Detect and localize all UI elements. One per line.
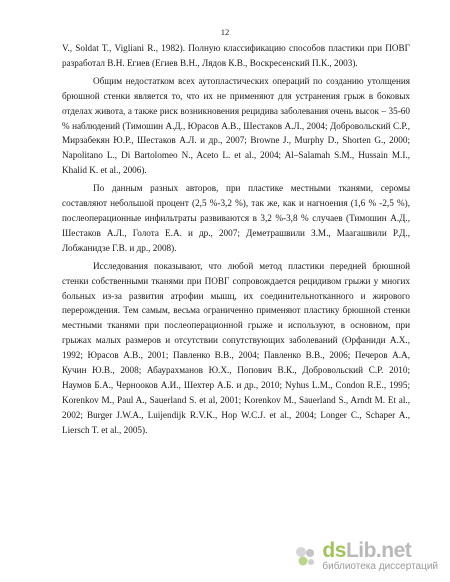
paragraph-1: V., Soldat T., Vigliani R., 1982). Полную классификацию способов пластики при ПОВГ разработал В.Н. Егиев (Егиев В.Н., Лядов К.В., Воскресенский П.К., 2003). — [62, 43, 410, 68]
paragraph-3: По данным разных авторов, при пластике местными тканями, серомы составляют небольшой процент (2,5 %-3,2 %), так же, как и нагноения (1,6 % -2,5 %), послеоперационные инфильтраты развиваются в 3,2 %-3,8 % случаев (Тимошин А.Д., Шестаков А.Л., Голота Е.А. и др., 2007; Деметрашвили З.М., Маагашвили Р.Д., Лобжанидзе Г.В. и др., 2008). — [62, 183, 410, 253]
page-number: 12 — [220, 27, 230, 37]
dslib-watermark — [292, 540, 438, 572]
paragraph-2: Общим недостатком всех аутопластических операций по созданию утолщения брюшной стенки является то, что их не применяют для устранения грыж в боковых отделах живота, а также риск возникновения рецидива заболевания очень высок – 35-60 % наблюдений (Тимошин А.Д., Юрасов А.В., Шестаков А.Л., 2004; Добровольский С.Р., Мирзабекян Ю.Р., Шестаков А.Л. и др., 2007; Browne J., Murphy D., Shorten G., 2000; Napolitano L., Di Bartolomeo N., Aceto L. et al., 2004; Al–Salamah S.M., Hussain M.I., Khalid K. et al., 2006). — [62, 75, 410, 176]
document-body — [62, 41, 410, 441]
dslib-logo-text: dsLib.net — [322, 539, 412, 562]
dslib-subtitle: библиотека диссертаций — [322, 561, 438, 572]
paragraph-4: Исследования показывают, что любой метод пластики передней брюшной стенки собственными тканями при ПОВГ сопровождается рецидивом грыжи у многих больных из-за развития атрофии мышц, их соединительнотканного и жирового перерождения. Тем самым, весьма ограниченно применяют пластику брюшной стенки местными тканями при послеоперационной грыже и используют, в основном, при грыжах малых размеров и отсутствии сопутствующих заболеваний (Орфаниди А.Х., 1992; Юрасов А.В., 2001; Павленко В.В., 2004; Павленко В.В., 2006; Печеров А.А, Кучин Ю.В., 2008; Абаурахманов Ю.Х., Попович В.К., Добровольский С.Р. 2010; Наумов Б.А., Чернооков А.И., Шехтер А.Б. и др., 2010; Nyhus L.M., Condon R.E., 1995; Korenkov M., Paul A., Sauerland S. et al, 2001; Korenkov M., Sauerland S., Arndt M. Et al., 2002; Burger J.W.A., Luijendijk R.V.K., Hop W.C.J. et al., 2004; Longer C., Schaper A., Liersch T. et al., 2005). — [62, 260, 410, 435]
dslib-logo-icon — [292, 543, 318, 569]
